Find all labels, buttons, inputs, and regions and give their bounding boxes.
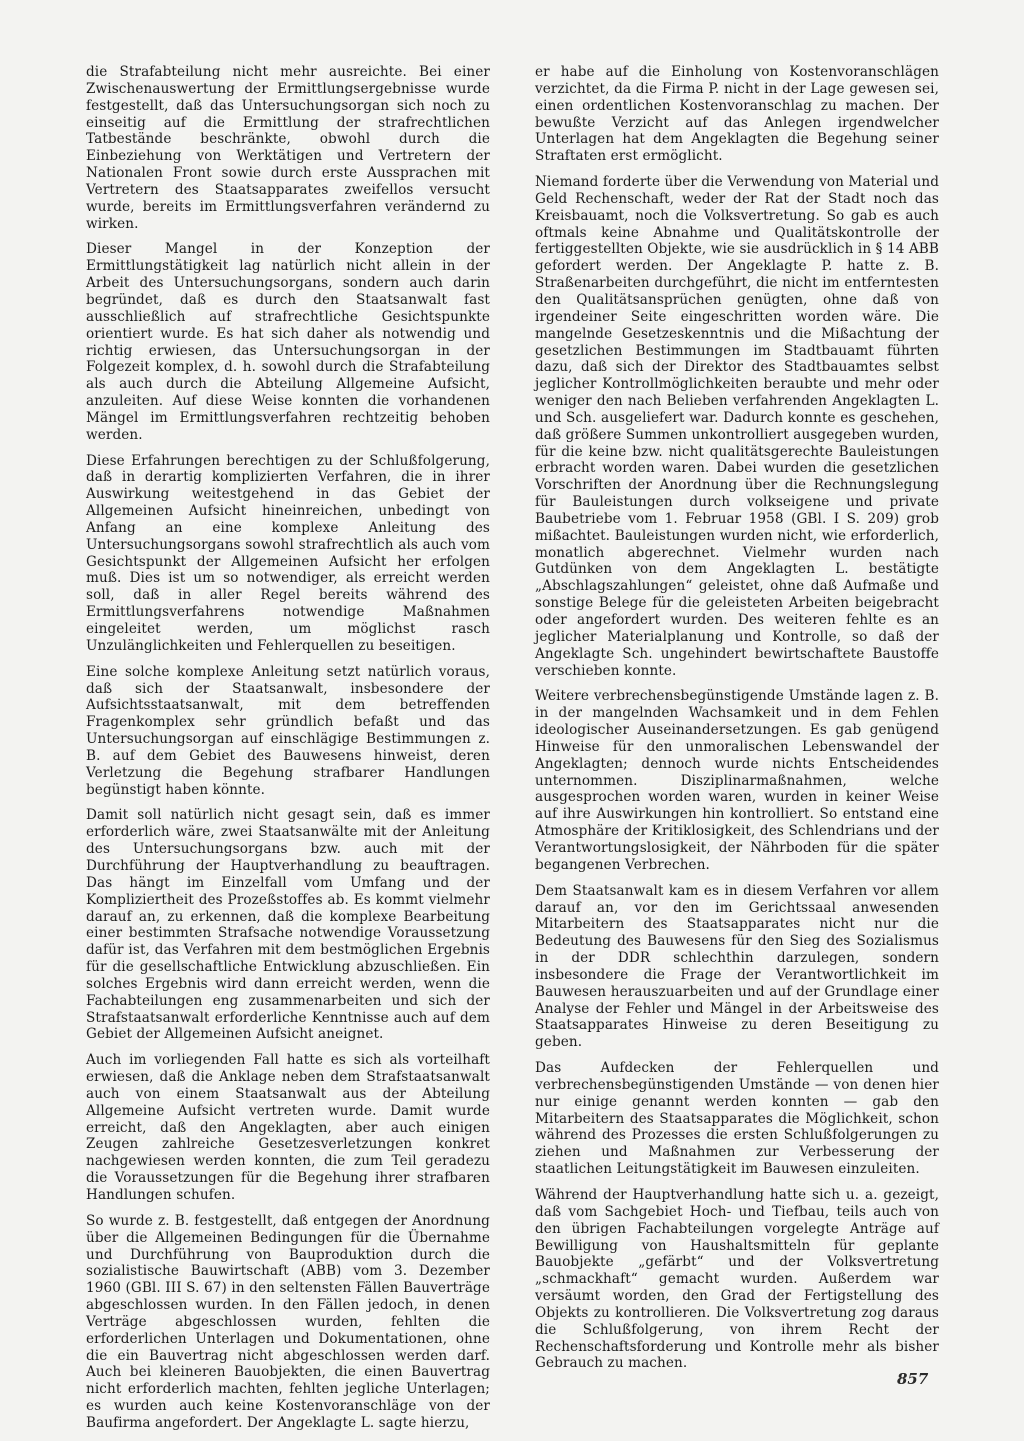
paragraph: Damit soll natürlich nicht gesagt sein, daß es immer erforderlich wäre, zwei Staatsanwälte mit der Anleitung des Untersuchungsorgans bzw. auch mit der Durchführung der Hauptverhandlung zu beauftragen. Das hängt im Einzelfall vom Umfang und der Kompliziertheit des Prozeßstoffes ab. Es kommt vielmehr darauf an, zu erkennen, daß die komplexe Bearbeitung einer bestimmten Strafsache notwendige Voraussetzung dafür ist, das Verfahren mit dem bestmöglichen Ergebnis für die gesellschaftliche Entwicklung abzuschließen. Ein solches Ergebnis wird dann erreicht werden, wenn die Fachabteilungen eng zusammenarbeiten und sich der Strafstaatsanwalt erforderliche Kenntnisse auch auf dem Gebiet der Allgemeinen Aufsicht aneignet. (86, 807, 490, 1043)
paragraph: Eine solche komplexe Anleitung setzt natürlich voraus, daß sich der Staatsanwalt, insbesondere der Aufsichtsstaatsanwalt, mit dem betreffenden Fragenkomplex sehr gründlich befaßt und das Untersuchungsorgan auf einschlägige Bestimmungen z. B. auf dem Gebiet des Bauwesens hinweist, deren Verletzung die Begehung strafbarer Handlungen begünstigt haben könnte. (86, 663, 490, 798)
paragraph: Dem Staatsanwalt kam es in diesem Verfahren vor allem darauf an, vor den im Gerichtssaal anwesenden Mitarbeitern des Staatsapparates nicht nur die Bedeutung des Bauwesens für den Sieg des Sozialismus in der DDR schlechthin darzulegen, sondern insbesondere die Frage der Verantwortlichkeit im Bauwesen herauszuarbeiten und auf der Grundlage einer Analyse der Fehler und Mängel in der Arbeitsweise des Staatsapparates Hinweise zu deren Beseitigung zu geben. (535, 882, 939, 1051)
paragraph: Niemand forderte über die Verwendung von Material und Geld Rechenschaft, weder der Rat der Stadt noch das Kreisbauamt, noch die Volksvertretung. So gab es auch oftmals keine Abnahme und Qualitätskontrolle der fertiggestellten Objekte, wie sie ausdrücklich in § 14 ABB gefordert werden. Der Angeklagte P. hatte z. B. Straßenarbeiten durchgeführt, die nicht im entferntesten den Qualitätsansprüchen genügten, ohne daß von irgendeiner Seite eingeschritten worden wäre. Die mangelnde Gesetzeskenntnis und die Mißachtung der gesetzlichen Bestimmungen im Stadtbauamt führten dazu, daß sich der Direktor des Stadtbauamtes selbst jeglicher Kontrollmöglichkeiten beraubte und mehr oder weniger den nach Belieben verfahrenden Angeklagten L. und Sch. ausgeliefert war. Dadurch konnte es geschehen, daß größere Summen unkontrolliert ausgegeben wurden, für die keine bzw. nicht qualitätsgerechte Bauleistungen erbracht worden waren. Dabei wurden die gesetzlichen Vorschriften der Anordnung über die Rechnungslegung für Bauleistungen durch volkseigene und private Baubetriebe vom 1. Februar 1958 (GBl. I S. 209) grob mißachtet. Bauleistungen wurden nicht, wie erforderlich, monatlich abgerechnet. Vielmehr wurden nach Gutdünken von dem Angeklagten L. bestätigte „Abschlagszahlungen“ geleistet, ohne daß Aufmaße und sonstige Belege für die geleisteten Arbeiten beigebracht oder angefordert wurden. Des weiteren fehlte es an jeglicher Materialplanung und Kontrolle, so daß der Angeklagte Sch. ungehindert bewirtschaftete Baustoffe verschieben konnte. (535, 174, 939, 679)
paragraph: Auch im vorliegenden Fall hatte es sich als vorteilhaft erwiesen, daß die Anklage neben dem Strafstaatsanwalt auch von einem Staatsanwalt aus der Abteilung Allgemeine Aufsicht vertreten wurde. Damit wurde erreicht, daß den Angeklagten, aber auch einigen Zeugen zahlreiche Gesetzesverletzungen konkret nachgewiesen werden konnten, die zum Teil geradezu die Voraussetzungen für die Begehung ihrer strafbaren Handlungen schufen. (86, 1052, 490, 1203)
paragraph: Während der Hauptverhandlung hatte sich u. a. gezeigt, daß vom Sachgebiet Hoch- und Tiefbau, teils auch von den übrigen Fachabteilungen vorgelegte Anträge auf Bewilligung von Haushaltsmitteln für geplante Bauobjekte „gefärbt“ und der Volksvertretung „schmackhaft“ gemacht wurden. Außerdem war versäumt worden, den Grad der Fertigstellung des Objekts zu kontrollieren. Die Volksvertretung zog daraus die Schlußfolgerung, von ihrem Recht der Rechenschaftsforderung und Kontrolle mehr als bisher Gebrauch zu machen. (535, 1187, 939, 1372)
paragraph: er habe auf die Einholung von Kostenvoranschlägen verzichtet, da die Firma P. nicht in der Lage gewesen sei, einen ordentlichen Kostenvoranschlag zu machen. Der bewußte Verzicht auf das Anlegen irgendwelcher Unterlagen hat dem Angeklagten die Begehung seiner Straftaten erst ermöglicht. (535, 64, 939, 165)
page-number: 857 (897, 1370, 929, 1388)
paragraph: Weitere verbrechensbegünstigende Umstände lagen z. B. in der mangelnden Wachsamkeit und in dem Fehlen ideologischer Auseinandersetzungen. Es gab genügend Hinweise für den unmoralischen Lebenswandel der Angeklagten; dennoch wurde nichts Entscheidendes unternommen. Disziplinarmaßnahmen, welche ausgesprochen worden waren, wurden in keiner Weise auf ihre Auswirkungen hin kontrolliert. So entstand eine Atmosphäre der Kritiklosigkeit, des Schlendrians und der Verantwortungslosigkeit, der Nährboden für die später begangenen Verbrechen. (535, 688, 939, 873)
paragraph: Das Aufdecken der Fehlerquellen und verbrechensbegünstigenden Umstände — von denen hier nur einige genannt werden konnten — gab den Mitarbeitern des Staatsapparates die Möglichkeit, schon während des Prozesses die ersten Schlußfolgerungen zu ziehen und Maßnahmen zur Verbesserung der staatlichen Leitungstätigkeit im Bauwesen einzuleiten. (535, 1060, 939, 1178)
paragraph: die Strafabteilung nicht mehr ausreichte. Bei einer Zwischenauswertung der Ermittlungsergebnisse wurde festgestellt, daß das Untersuchungsorgan sich noch zu einseitig auf die Ermittlung der strafrechtlichen Tatbestände beschränkte, obwohl durch die Einbeziehung von Werktätigen und Vertretern der Nationalen Front sowie durch erste Aussprachen mit Vertretern des Staatsapparates zweifellos versucht wurde, bereits im Ermittlungsverfahren verändernd zu wirken. (86, 64, 490, 232)
paragraph: Dieser Mangel in der Konzeption der Ermittlungstätigkeit lag natürlich nicht allein in der Arbeit des Untersuchungsorgans, sondern auch darin begründet, daß es durch den Staatsanwalt fast ausschließlich auf strafrechtliche Gesichtspunkte orientiert wurde. Es hat sich daher als notwendig und richtig erwiesen, das Untersuchungsorgan in der Folgezeit komplex, d. h. sowohl durch die Strafabteilung als auch durch die Abteilung Allgemeine Aufsicht, anzuleiten. Auf diese Weise konnten die vorhandenen Mängel im Ermittlungsverfahren rechtzeitig behoben werden. (86, 241, 490, 443)
right-column (535, 64, 939, 1381)
left-column (86, 64, 490, 1441)
paragraph: So wurde z. B. festgestellt, daß entgegen der Anordnung über die Allgemeinen Bedingungen für die Übernahme und Durchführung von Bauproduktion durch die sozialistische Bauwirtschaft (ABB) vom 3. Dezember 1960 (GBl. III S. 67) in den seltensten Fällen Bauverträge abgeschlossen wurden. In den Fällen jedoch, in denen Verträge abgeschlossen wurden, fehlten die erforderlichen Unterlagen und Dokumentationen, ohne die ein Bauvertrag nicht abgeschlossen werden darf. Auch bei kleineren Bauobjekten, die einen Bauvertrag nicht erforderlich machten, fehlten jegliche Unterlagen; es wurden auch keine Kostenvoranschläge von der Baufirma angefordert. Der Angeklagte L. sagte hierzu, (86, 1212, 490, 1431)
paragraph: Diese Erfahrungen berechtigen zu der Schlußfolgerung, daß in derartig komplizierten Verfahren, die in ihrer Auswirkung weitestgehend in das Gebiet der Allgemeinen Aufsicht hineinreichen, unbedingt von Anfang an eine komplexe Anleitung des Untersuchungsorgans sowohl strafrechtlich als auch vom Gesichtspunkt der Allgemeinen Aufsicht her erfolgen muß. Dies ist um so notwendiger, als erreicht werden soll, daß in aller Regel bereits während des Ermittlungsverfahrens notwendige Maßnahmen eingeleitet werden, um möglichst rasch Unzulänglichkeiten und Fehlerquellen zu beseitigen. (86, 452, 490, 654)
